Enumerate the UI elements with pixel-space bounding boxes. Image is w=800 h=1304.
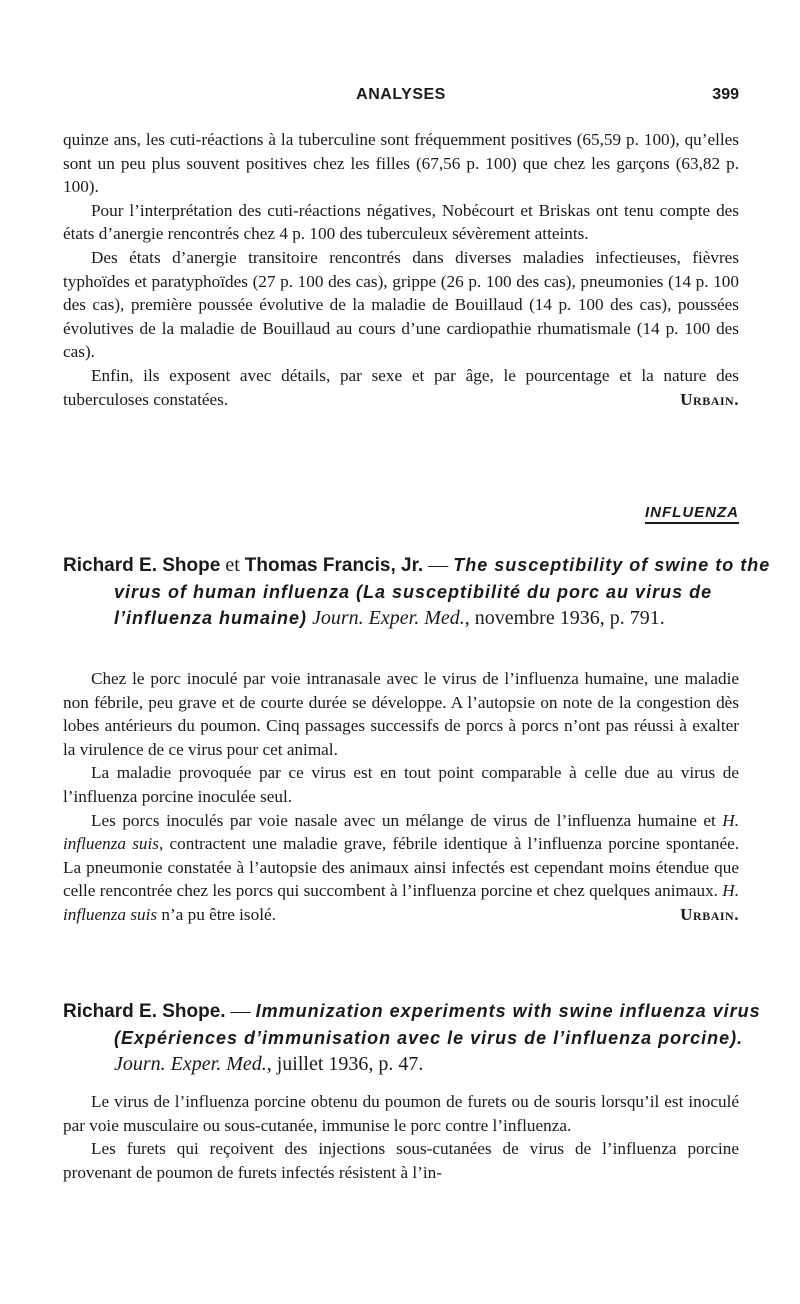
citation-details: , juillet 1936, p. 47.	[266, 1053, 424, 1075]
journal-name: Journ. Exper. Med.	[114, 1053, 267, 1075]
page-number: 399	[712, 86, 739, 103]
signature: Urbain.	[680, 904, 739, 924]
citation-details: , novembre 1936, p. 791.	[464, 607, 665, 629]
paragraph: Le virus de l’influenza porcine obtenu du poumon de furets ou de souris lorsqu’il est inoculé par voie musculaire ou sous-cutanée, immunise le porc contre l’influenza.	[63, 1092, 739, 1135]
article-authors: Richard E. Shope	[63, 555, 221, 576]
article-body	[63, 667, 739, 927]
article-reference	[63, 998, 790, 1077]
journal-name: Journ. Exper. Med.	[312, 607, 465, 629]
title-dash: —	[225, 1000, 256, 1022]
paragraph: quinze ans, les cuti-réactions à la tuberculine sont fréquemment positives (65,59 p. 100), qu’elles sont un peu plus souvent positives chez les filles (67,56 p. 100) que chez les garçons (63,82 p. 100).	[63, 130, 739, 197]
paragraph: Pour l’interprétation des cuti-réactions négatives, Nobécourt et Briskas ont tenu compte des états d’anergie rencontrés chez 4 p. 100 des tuberculeux sévèrement atteints.	[63, 200, 739, 244]
section-heading: INFLUENZA	[645, 504, 739, 524]
paragraph-text: Les porcs inoculés par voie nasale avec un mélange de virus de l’influenza humaine et	[91, 810, 723, 830]
paragraph: Les furets qui reçoivent des injections sous-cutanées de virus de l’influenza porcine provenant de poumon de furets infectés résistent à l’in-	[63, 1139, 739, 1182]
paragraph: Chez le porc inoculé par voie intranasale avec le virus de l’influenza humaine, une maladie non fébrile, peu grave et de courte durée se développe. A l’autopsie on note de la congestion dès lobes antérieurs du poumon. Cinq passages successifs de porcs à porcs n’ont pas réussi à exalter la virulence de ce virus pour cet animal.	[63, 669, 739, 759]
article-coauthors: Thomas Francis, Jr.	[244, 555, 424, 576]
paragraph: Des états d’anergie transitoire rencontrés dans diverses maladies infectieuses, fièvres typhoïdes et paratyphoïdes (27 p. 100 des cas), grippe (26 p. 100 des cas), pneumonies (14 p. 100 des cas), première poussée évolutive de la maladie de Bouillaud (14 p. 100 des cas), poussées évolutives de la maladie de Bouillaud au cours d’une cardiopathie rhumatismale (14 p. 100 des cas).	[63, 247, 739, 362]
top-section	[63, 128, 739, 411]
title-dash: —	[423, 554, 454, 576]
paragraph-text: , contractent une maladie grave, fébrile identique à l’influenza porcine spontanée. La pneumonie constatée à l’autopsie des animaux ainsi infectés est cependant moins étendue que celle rencontrée chez les porcs qui succombent à l’influenza porcine et chez quelques animaux.	[63, 834, 740, 901]
article-reference	[63, 552, 790, 631]
running-head	[63, 86, 739, 110]
paragraph-text: n’a pu être isolé.	[157, 904, 276, 924]
paragraph: La maladie provoquée par ce virus est en tout point comparable à celle due au virus de l’influenza porcine inoculée seul.	[63, 763, 739, 806]
paragraph-text: Enfin, ils exposent avec détails, par sexe et par âge, le pourcentage et la nature des tuberculoses constatées.	[63, 365, 739, 409]
species-name: H. influenza suis	[63, 881, 739, 924]
article-authors: Richard E. Shope.	[63, 1001, 226, 1022]
paragraph-with-signature	[63, 364, 739, 411]
signature: Urbain.	[680, 389, 739, 409]
species-name: H. influenza suis	[63, 810, 739, 854]
paragraph-with-signature	[63, 809, 739, 927]
article-title: The susceptibility of swine to the virus of human influenza (La susceptibilité du porc au virus de l’influenza humaine)	[114, 555, 771, 628]
article-body	[63, 1090, 739, 1184]
author-connector: et	[220, 554, 245, 576]
running-head-title: ANALYSES	[356, 86, 446, 103]
article-title: Immunization experiments with swine influenza virus (Expériences d’immunisation avec le virus de l’influenza porcine).	[114, 1001, 761, 1048]
